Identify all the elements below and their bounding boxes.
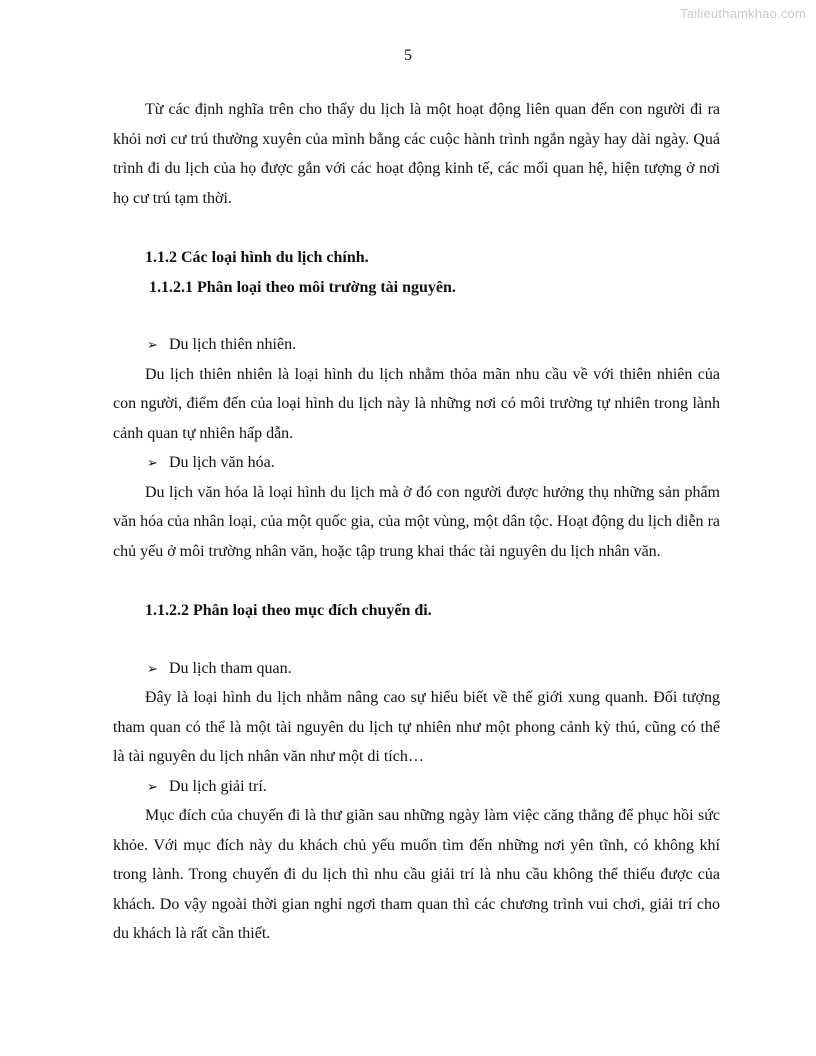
- bullet-paragraph: Du lịch thiên nhiên là loại hình du lịch nhằm thỏa mãn nhu cầu về với thiên nhiên của con người, điểm đến của loại hình du lịch này là những nơi có môi trường tự nhiên trong lành cảnh quan tự nhiên hấp dẫn.: [113, 365, 720, 442]
- subsection-heading-1: 1.1.2.1 Phân loại theo môi trường tài nguyên.: [149, 278, 456, 296]
- bullet-arrow-icon: ➢: [147, 337, 158, 352]
- bullet-arrow-icon: ➢: [147, 660, 158, 676]
- bullet-paragraph: Du lịch văn hóa là loại hình du lịch mà ở đó con người được hưởng thụ những sản phẩm văn hóa của nhân loại, của một quốc gia, của một vùng, một dân tộc. Hoạt động du lịch diễn ra chủ yếu ở môi trường nhân văn, hoặc tập trung khai thác tài nguyên du lịch nhân văn.: [113, 483, 720, 560]
- watermark: Tailieuthamkhao.com: [680, 6, 806, 21]
- bullet-paragraph: Đây là loại hình du lịch nhằm nâng cao sự hiểu biết về thế giới xung quanh. Đối tượng tham quan có thể là một tài nguyên du lịch tự nhiên như một phong cảnh kỳ thú, cũng có thể là tài nguyên du lịch nhân văn như một di tích…: [113, 689, 720, 765]
- bullet-item: [113, 654, 720, 684]
- bullet-item: [113, 772, 720, 802]
- page-number: 5: [404, 47, 412, 64]
- bullet-arrow-icon: ➢: [147, 455, 158, 470]
- bullet-item: [113, 448, 720, 478]
- bullet-item: [113, 330, 720, 360]
- bullet-arrow-icon: ➢: [147, 778, 158, 794]
- bullet-title: Du lịch văn hóa.: [169, 454, 275, 471]
- intro-paragraph: Từ các định nghĩa trên cho thấy du lịch là một hoạt động liên quan đến con người đi ra khỏi nơi cư trú thường xuyên của mình bằng các cuộc hành trình ngắn ngày hay dài ngày. Quá trình đi du lịch của họ được gắn với các hoạt động kinh tế, các mối quan hệ, hiện tượng ở nơi họ cư trú tạm thời.: [113, 101, 720, 207]
- section-heading: 1.1.2 Các loại hình du lịch chính.: [145, 249, 369, 266]
- bullet-paragraph: Mục đích của chuyến đi là thư giãn sau những ngày làm việc căng thẳng để phục hồi sức khỏe. Với mục đích này du khách chủ yếu muốn tìm đến những nơi yên tĩnh, có không khí trong lành. Trong chuyến đi du lịch thì nhu cầu giải trí là nhu cầu không thể thiếu được của khách. Do vậy ngoài thời gian nghỉ ngơi tham quan thì các chương trình vui chơi, giải trí cho du khách là rất cần thiết.: [113, 807, 720, 942]
- bullet-title: Du lịch thiên nhiên.: [169, 336, 297, 353]
- bullet-title: Du lịch tham quan.: [169, 659, 292, 677]
- subsection-heading-2: 1.1.2.2 Phân loại theo mục đích chuyến đi.: [145, 602, 432, 619]
- document-body: [113, 95, 720, 949]
- bullet-title: Du lịch giải trí.: [169, 777, 267, 795]
